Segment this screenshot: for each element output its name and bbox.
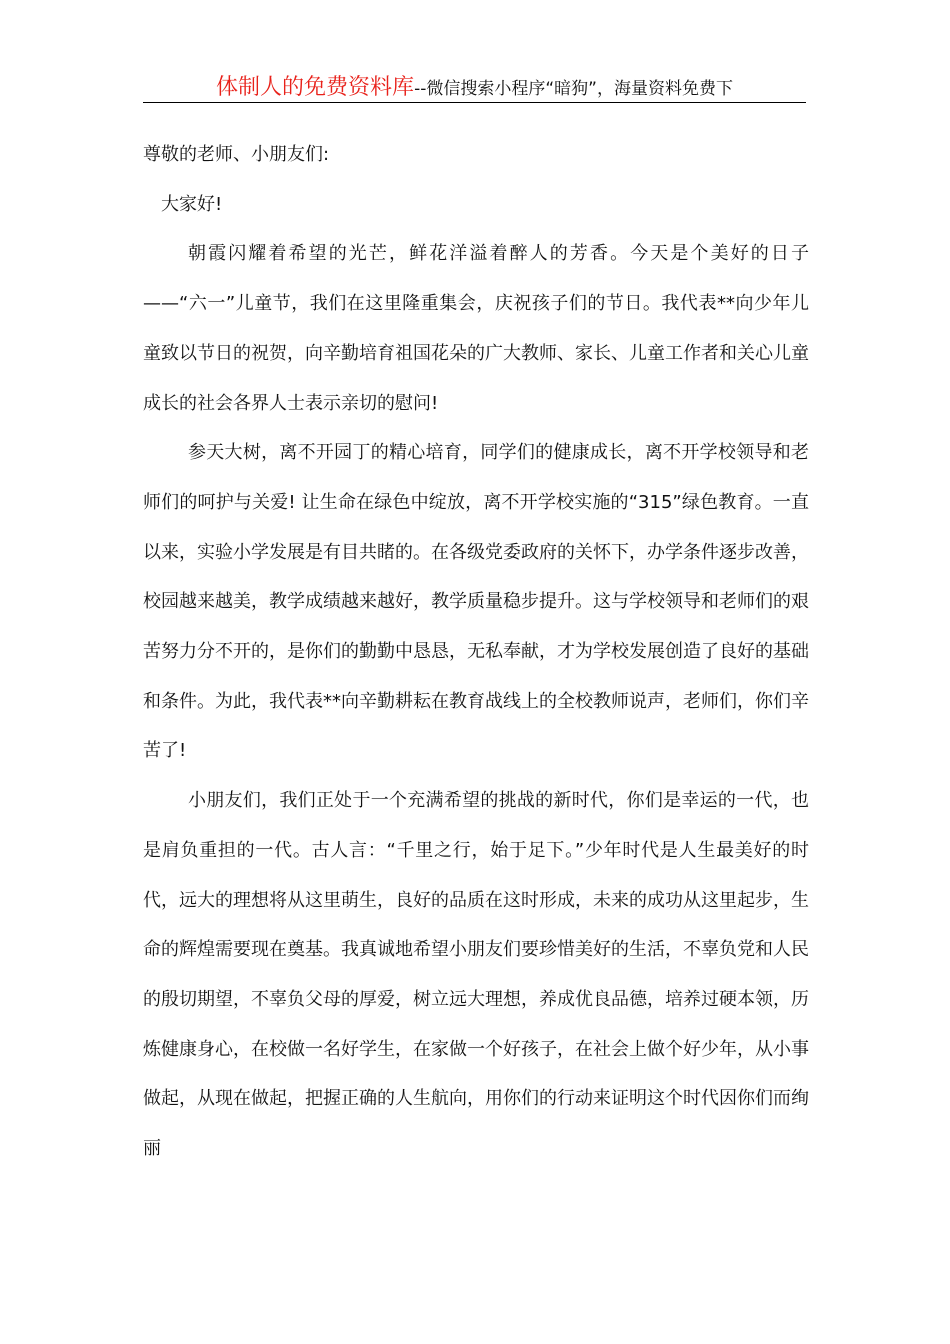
paragraph: 参天大树，离不开园丁的精心培育，同学们的健康成长，离不开学校领导和老师们的呵护与关爱! 让生命在绿色中绽放，离不开学校实施的“315”绿色教育。一直以来，实验小学发展是有目共睹的。在各级党委政府的关怀下，办学条件逐步改善，校园越来越美，教学成绩越来越好，教学质量稳步提升。这与学校领导和老师们的艰苦努力分不开的，是你们的勤勤中恳恳，无私奉献，才为学校发展创造了良好的基础和条件。为此，我代表**向辛勤耕耘在教育战线上的全校教师说声，老师们，你们辛苦了!: [143, 442, 809, 762]
header-tagline: --微信搜索小程序“暗狗”，海量资料免费下: [414, 79, 733, 99]
paragraph: 小朋友们，我们正处于一个充满希望的挑战的新时代，你们是幸运的一代，也是肩负重担的一代。古人言：“千里之行，始于足下。”少年时代是人生最美好的时代，远大的理想将从这里萌生，良好的品质在这时形成，未来的成功从这里起步，生命的辉煌需要现在奠基。我真诚地希望小朋友们要珍惜美好的生活，不辜负党和人民的殷切期望，不辜负父母的厚爱，树立远大理想，养成优良品德，培养过硬本领，历炼健康身心，在校做一名好学生，在家做一个好孩子，在社会上做个好少年，从小事做起，从现在做起，把握正确的人生航向，用你们的行动来证明这个时代因你们而绚丽: [143, 790, 809, 1160]
document-body: [143, 130, 809, 1174]
header-brand: 体制人的免费资料库: [216, 75, 415, 100]
greeting: 大家好!: [161, 193, 223, 215]
salutation: 尊敬的老师、小朋友们:: [143, 144, 330, 165]
paragraph: 朝霞闪耀着希望的光芒，鲜花洋溢着醉人的芳香。今天是个美好的日子——“六一”儿童节，我们在这里隆重集会，庆祝孩子们的节日。我代表**向少年儿童致以节日的祝贺，向辛勤培育祖国花朵的广大教师、家长、儿童工作者和关心儿童成长的社会各界人士表示亲切的慰问!: [143, 243, 809, 414]
page-header: [143, 70, 806, 103]
